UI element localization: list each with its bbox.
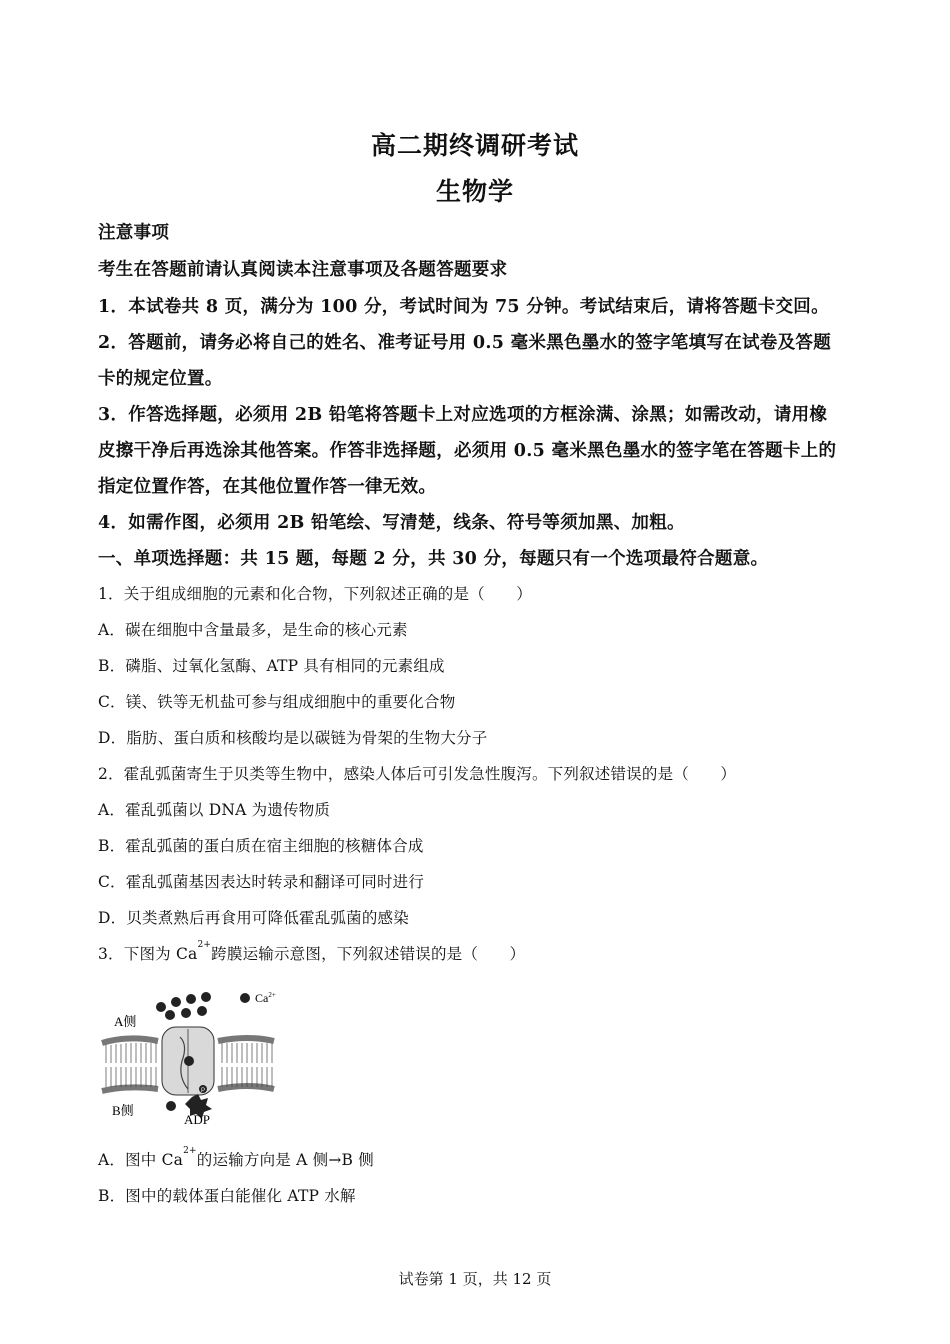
carrier-protein (162, 1027, 214, 1095)
question-3-stem (98, 942, 878, 964)
calcium-ion (181, 1008, 191, 1018)
question-3-option-b: B．图中的载体蛋白能催化 ATP 水解 (98, 1187, 356, 1205)
calcium-ion (197, 1006, 207, 1016)
section-heading: 一、单项选择题：共 15 题，每题 2 分，共 30 分，每题只有一个选项最符合题意。 (98, 549, 769, 569)
question-2-option-b: B．霍乱弧菌的蛋白质在宿主细胞的核糖体合成 (98, 837, 424, 855)
notice-item: 2．答题前，请务必将自己的姓名、准考证号用 0.5 毫米黑色墨水的签字笔填写在试卷及答题 (98, 333, 832, 353)
question-3-option-a (98, 1148, 878, 1170)
side-b-label: B侧 (112, 1103, 134, 1118)
calcium-ion (186, 994, 196, 1004)
legend-label: $Ca^{2+}$ (255, 991, 276, 1005)
question-3-stem-post: 跨膜运输示意图，下列叙述错误的是（ ） (211, 945, 526, 963)
notice-item: 4．如需作图，必须用 2B 铅笔绘、写清楚，线条、符号等须加黑、加粗。 (98, 513, 685, 533)
question-3-stem-pre: 3．下图为 Ca (98, 945, 198, 963)
exam-title: 高二期终调研考试 (370, 131, 579, 160)
notice-item: 3．作答选择题，必须用 2B 铅笔将答题卡上对应选项的方框涂满、涂黑；如需改动，请用橡 (98, 405, 828, 425)
adp-label: ADP (184, 1112, 211, 1125)
question-2-stem: 2．霍乱弧菌寄生于贝类等生物中，感染人体后可引发急性腹泻。下列叙述错误的是（ ） (98, 765, 737, 783)
question-3-option-a-post: 的运输方向是 A 侧→B 侧 (196, 1151, 374, 1169)
calcium-ion (156, 1002, 166, 1012)
question-3-option-a-sup: 2+ (183, 1146, 197, 1156)
question-1-option-d: D．脂肪、蛋白质和核酸均是以碳链为骨架的生物大分子 (98, 729, 488, 747)
calcium-ion (171, 997, 181, 1007)
notice-item: 皮擦干净后再选涂其他答案。作答非选择题，必须用 0.5 毫米黑色墨水的签字笔在答题卡上的 (98, 441, 837, 461)
calcium-ion (165, 1010, 175, 1020)
membrane-diagram (98, 985, 298, 1125)
phosphate-label: P (201, 1088, 206, 1094)
page-footer: 试卷第 1 页，共 12 页 (398, 1270, 552, 1288)
calcium-ion (166, 1101, 176, 1111)
calcium-ion (201, 992, 211, 1002)
notice-item: 指定位置作答，在其他位置作答一律无效。 (98, 477, 437, 497)
question-3-option-a-pre: A．图中 Ca (98, 1151, 184, 1169)
notice-item: 1．本试卷共 8 页，满分为 100 分，考试时间为 75 分钟。考试结束后，请将答题卡交回。 (98, 297, 829, 317)
subject-title: 生物学 (435, 177, 514, 206)
side-a-label: A侧 (114, 1014, 137, 1029)
membrane-transport-figure (98, 985, 298, 1125)
question-1-option-c: C．镁、铁等无机盐可参与组成细胞中的重要化合物 (98, 693, 456, 711)
question-1-option-b: B．磷脂、过氧化氢酶、ATP 具有相同的元素组成 (98, 657, 445, 675)
notice-item: 卡的规定位置。 (98, 369, 223, 389)
question-2-option-d: D．贝类煮熟后再食用可降低霍乱弧菌的感染 (98, 909, 409, 927)
question-1-option-a: A．碳在细胞中含量最多，是生命的核心元素 (98, 621, 408, 639)
question-3-stem-sup: 2+ (197, 940, 212, 950)
legend-calcium-icon (240, 993, 250, 1003)
notice-heading: 注意事项 (98, 223, 170, 243)
question-1-stem: 1．关于组成细胞的元素和化合物，下列叙述正确的是（ ） (98, 585, 532, 603)
question-2-option-a: A．霍乱弧菌以 DNA 为遗传物质 (98, 801, 331, 819)
question-2-option-c: C．霍乱弧菌基因表达时转录和翻译可同时进行 (98, 873, 425, 891)
notice-intro: 考生在答题前请认真阅读本注意事项及各题答题要求 (98, 260, 508, 280)
